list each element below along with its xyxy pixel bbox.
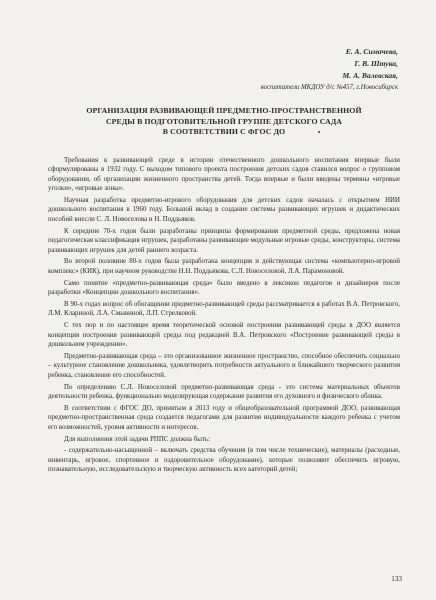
author-name: М. А. Валевская, — [342, 71, 398, 80]
paragraph: Предметно-развивающая среда – это организованное жизненное пространство, способное обеспечить социально – культурное становление дошкольника, удовлетворить потребности актуального и ближайшего творческого развития ребенка, становление его способностей. — [48, 352, 400, 379]
paragraph: Само понятие «предметно-развивающая среда» было введено в лексикон педагогов и дизайнеров после разработки «Концепции дошкольного воспитания». — [48, 279, 400, 297]
paragraph: Научная разработка предметно-игрового оборудования для детских садов началась с открытием НИИ дошкольного воспитания в 1960 году. Большой вклад в создание системы развивающих игрушек и дидактических пособий внесли С. Л. Новоселова и Н. Поддьяков. — [48, 196, 400, 224]
title-line: ОРГАНИЗАЦИЯ РАЗВИВАЮЩЕЙ ПРЕДМЕТНО-ПРОСТРАНСТВЕННОЙ — [86, 106, 362, 115]
author-affiliation: воспитатели МКДОУ д/с №457, г.Новосибирск — [260, 84, 398, 91]
paragraph: К середине 70-х годов были разработаны принципы формирования предметной среды, предложена новая педагогическая классификация игрушек, разработаны развивающие модульные игровые среды, конструкторы, система развивающих игрушек для детей раннего возраста. — [48, 227, 400, 254]
paragraph: В 90-х годах вопрос об обогащении предметно-развивающей среды рассматривается в работах В.А. Петровского, Л.М. Клариной, Л.А. Смывиной, Л.П. Стрелковой. — [48, 300, 400, 318]
list-item: - содержательно-насыщенной – включать средства обучения (в том числе технические), материалы (расходные, инвентарь, игровое, спортивное и оздоровительное оборудование), которые позволяют обеспечить игровую, познавательную, исследовательскую и творческую активность всех категорий детей; — [48, 447, 400, 474]
paragraph: Во второй половине 80-х годов была разработана концепция и действующая система «компьютерно-игровой комплекс» (КИК), при научном руководстве Н.Н. Поддьякова, С.Л. Новоселовой, Л.А. Парамоновой. — [48, 258, 400, 276]
author-name: Г. В. Штука, — [354, 59, 398, 68]
paragraph: Для выполнения этой задачи РППС должна быть: — [64, 435, 210, 443]
paragraph: По определению С.Л. Новоселовой предметно-развивающая среда - это система материальных объектов деятельности ребенка, функционально моделирующая содержание развития его духовного и физического облика. — [48, 383, 400, 401]
title-line: В СООТВЕТСТВИИ С ФГОС ДО — [162, 127, 286, 136]
paragraph: В соответствии с ФГОС ДО, принятым в 2013 году и общеобразовательной программой ДОО, развивающая предметно-пространственная среда создается педагогами для развития индивидуальности каждого ребенка с учетом его возможностей, уровня активности и интересов. — [48, 404, 400, 431]
title-line: СРЕДЫ В ПОДГОТОВИТЕЛЬНОЙ ГРУППЕ ДЕТСКОГО САДА — [105, 116, 343, 126]
article-body — [48, 156, 400, 477]
article-title — [48, 106, 400, 138]
paragraph: С тех пор и по настоящее время теоретической основой построения развивающей среды в ДОО является концепция построения развивающей среды под редакцией В.А. Петровского «Построение развивающей среды в дошкольном учреждении». — [48, 322, 400, 349]
paragraph: Требования к развивающей среде в истории отечественного дошкольного воспитания впервые были сформулированы в 1932 году. С выходом типового проекта построения детских садов ставился вопрос о групповом оборудовании, об организации жизненного пространства детей. Тогда впервые и были введены термины «игровые уголки», «игровые зоны». — [48, 156, 400, 193]
page-number: 133 — [391, 575, 402, 583]
ink-speck — [318, 131, 320, 133]
author-name: Е. А. Симачева, — [345, 47, 398, 56]
author-block — [48, 46, 398, 94]
